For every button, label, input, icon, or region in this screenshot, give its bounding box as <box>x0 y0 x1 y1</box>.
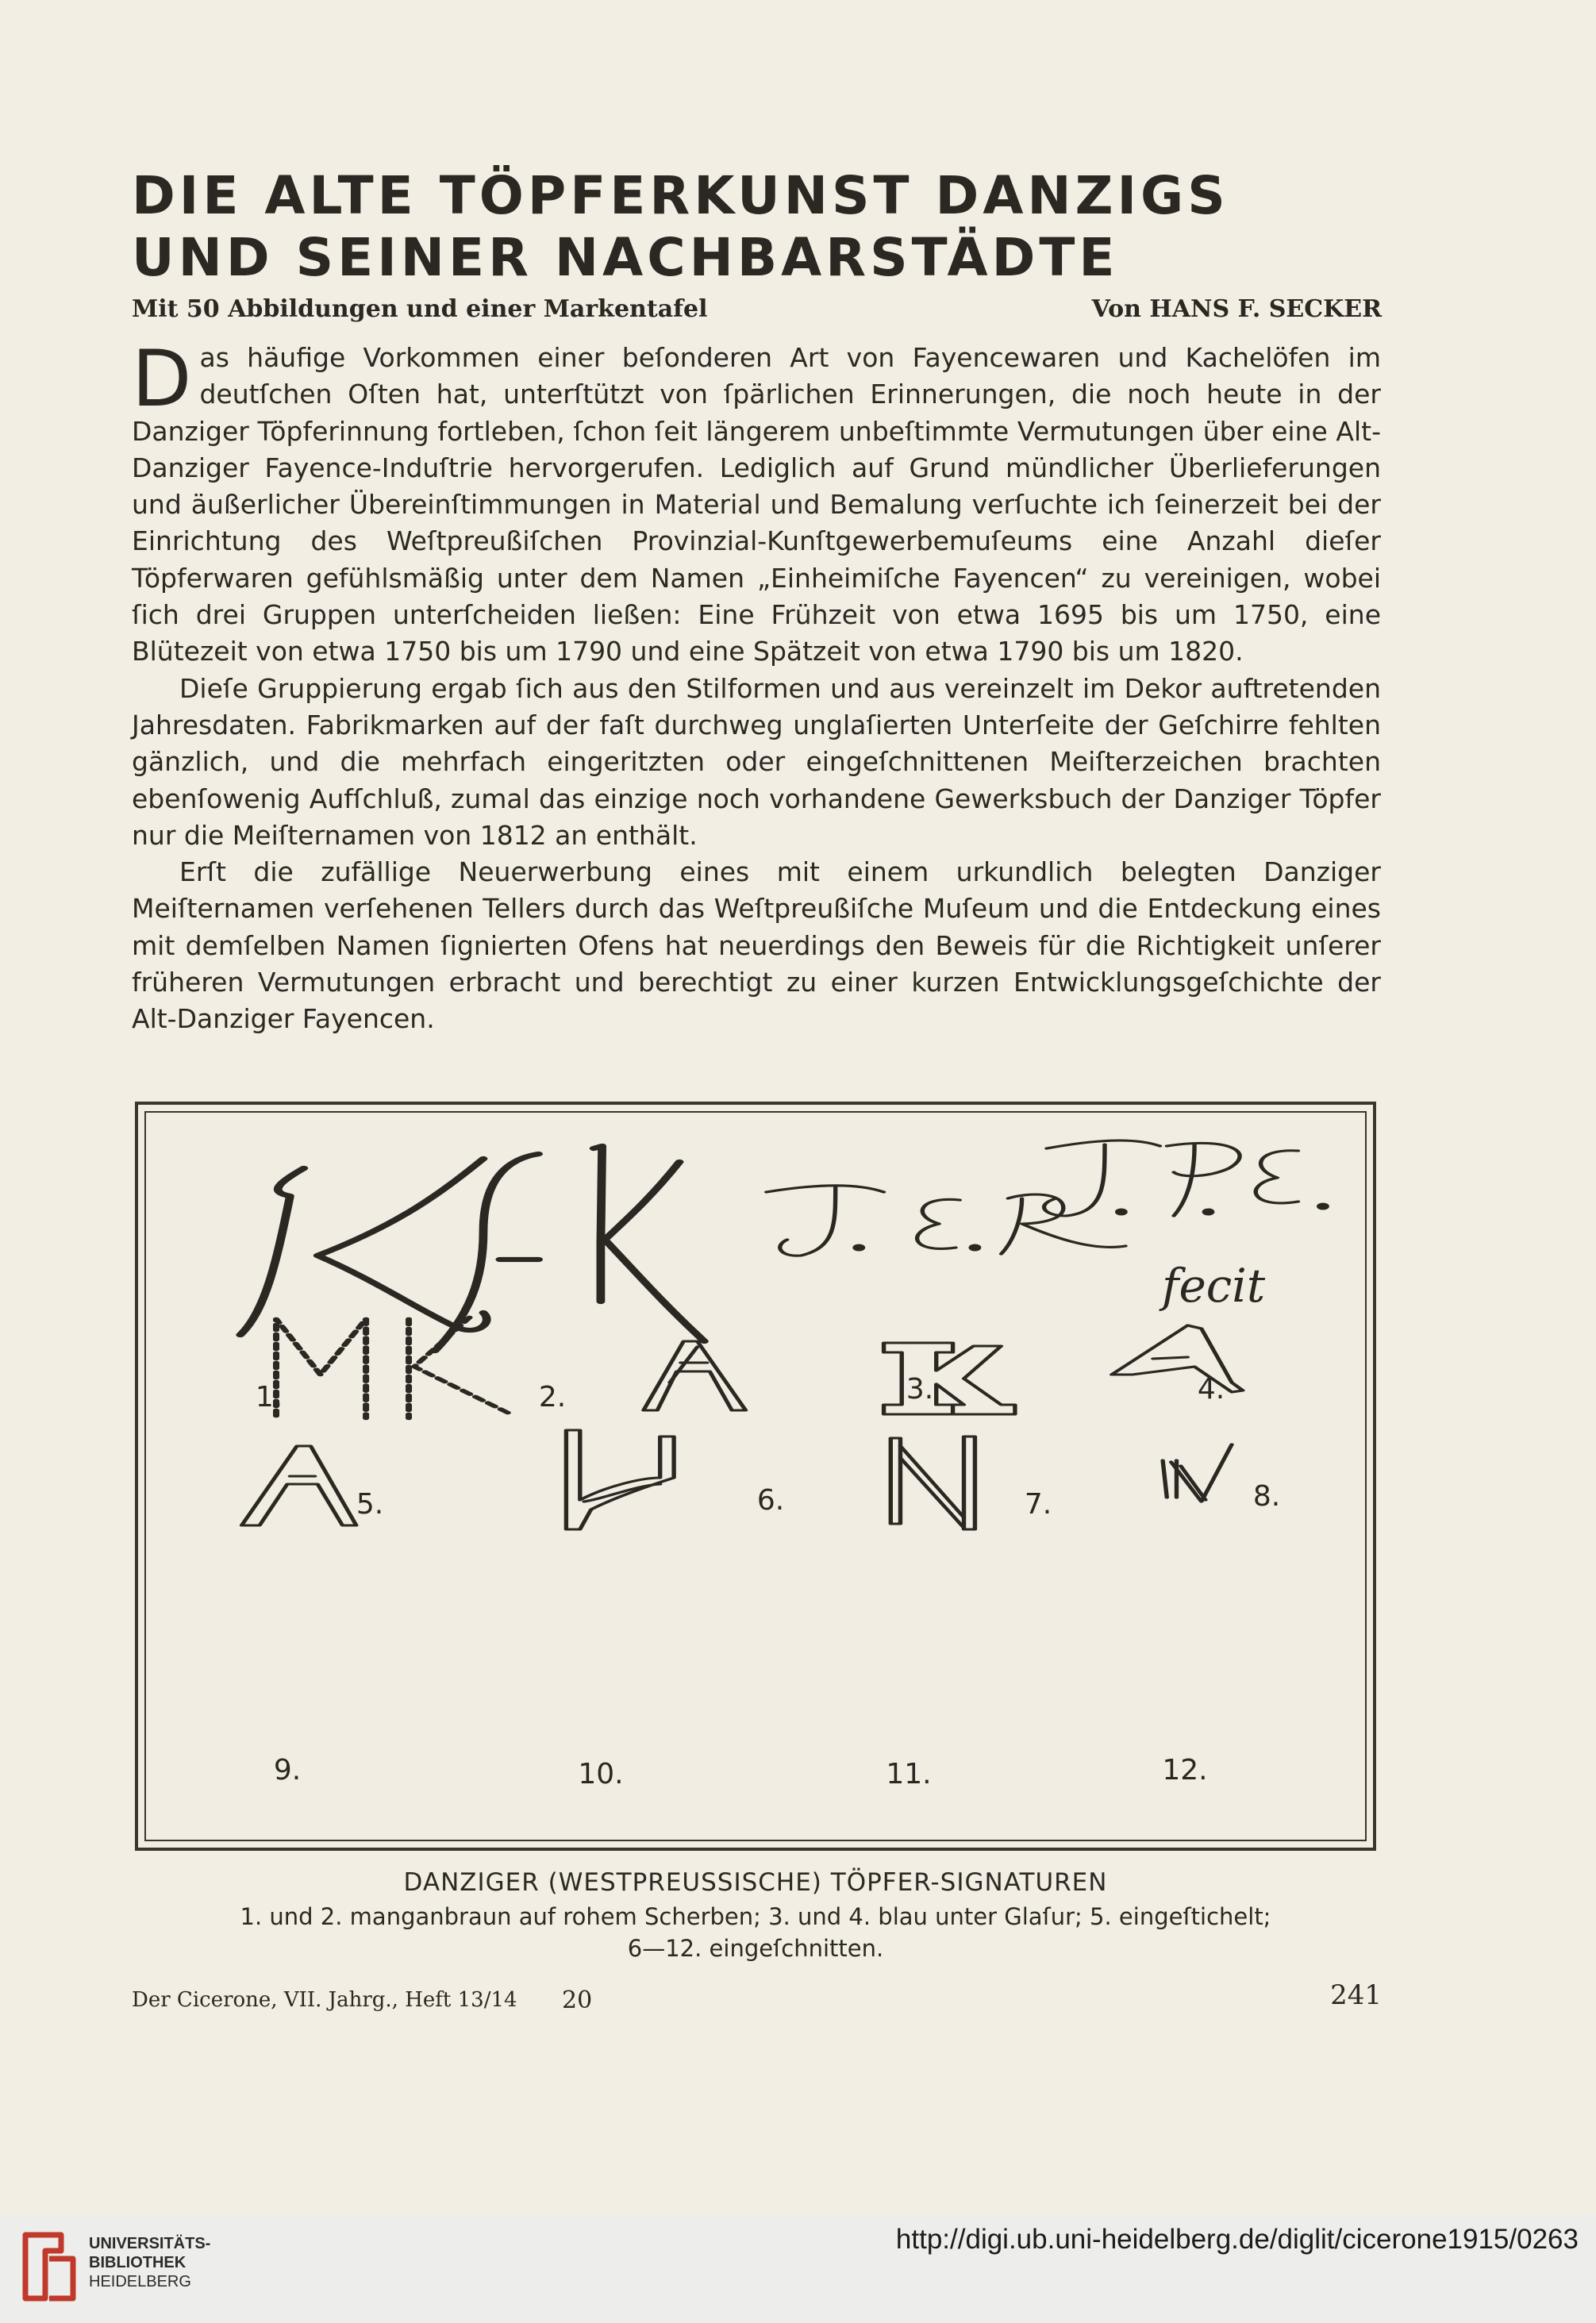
article-subtitle: Mit 50 Abbildungen und einer Markentafel <box>132 295 708 323</box>
mark-10-glyph <box>566 1430 674 1529</box>
mark-12-glyph <box>1163 1444 1232 1502</box>
paragraph-1 <box>132 334 1381 671</box>
mark-1-number: 1. <box>255 1381 283 1413</box>
signature-plate <box>135 1102 1376 1851</box>
figure-caption-title: DANZIGER (WESTPREUSSISCHE) TÖPFER-SIGNATUREN <box>403 1868 1108 1897</box>
mark-4-fecit: fecit <box>1162 1259 1266 1313</box>
mark-4-number: 4. <box>1197 1373 1225 1406</box>
mark-3-glyph <box>767 1186 1125 1256</box>
mark-5-number: 5. <box>356 1488 384 1521</box>
source-url-link[interactable]: http://digi.ub.uni-heidelberg.de/diglit/cicerone1915/0263 <box>895 2224 1579 2255</box>
mark-9-glyph <box>242 1446 356 1525</box>
signature-mark: 20 <box>562 1986 593 2014</box>
signature-glyphs <box>240 1140 1327 1529</box>
mark-2-glyph <box>435 1146 704 1351</box>
article-body <box>132 334 1381 1038</box>
article-author: Von HANS F. SECKER <box>1091 295 1382 323</box>
mark-12-number: 12. <box>1162 1754 1208 1786</box>
mark-6-number: 6. <box>756 1484 785 1517</box>
mark-2-number: 2. <box>538 1381 567 1413</box>
signature-plate-drawing <box>138 1105 1373 1848</box>
mark-6-glyph <box>644 1341 746 1410</box>
library-name-line1: UNIVERSITÄTS- <box>89 2235 211 2252</box>
journal-reference: Der Cicerone, VII. Jahrg., Heft 13/14 <box>132 1988 517 2012</box>
mark-7-glyph <box>884 1343 1015 1414</box>
mark-5-glyph <box>276 1317 511 1418</box>
mark-11-number: 11. <box>886 1758 932 1790</box>
mark-11-glyph <box>890 1436 975 1529</box>
library-name <box>89 2234 210 2291</box>
article-title-line1: DIE ALTE TÖPFERKUNST DANZIGS <box>132 165 1229 226</box>
paragraph-1-text: as häufige Vorkommen einer beſonderen Art von Fayencewaren und Kachelöfen im deutſchen Oſten hat, unterſtützt von ſpärlichen Erinnerungen, die noch heute in der Danziger Töpferinnung fortleben, ſchon ſeit längerem unbeſtimmte Vermutungen über eine Alt-Danziger Fayence-Induſtrie hervorgerufen. Lediglich auf Grund mündlicher Überlieferungen und äußerlicher Übereinſtimmungen in Material und Bemalung verſuchte ich ſeinerzeit bei der Einrichtung des Weſtpreußiſchen Provinzial-Kunſtgewerbemuſeums eine Anzahl dieſer Töpferwaren gefühlsmäßig unter dem Namen „Einheimiſche Fayencen“ zu vereinigen, wobei ſich drei Gruppen unterſcheiden ließen: Eine Frühzeit von etwa 1695 bis um 1750, eine Blütezeit von etwa 1750 bis um 1790 und eine Spätzeit von etwa 1790 bis um 1820. <box>132 342 1381 667</box>
mark-4-glyph <box>1044 1140 1328 1216</box>
paragraph-3: Erſt die zufällige Neuerwerbung eines mit einem urkundlich belegten Danziger Meiſternamen verſehenen Tellers durch das Weſtpreußiſche Muſeum und die Entdeckung eines mit demſelben Namen ſignierten Ofens hat neuerdings den Beweis für die Richtigkeit unſerer früheren Vermutungen erbracht und berechtigt zu einer kurzen Entwicklungsgeſchichte der Alt-Danziger Fayencen. <box>132 856 1381 1035</box>
paragraph-2: Dieſe Gruppierung ergab ſich aus den Stilformen und aus vereinzelt im Dekor auftretenden Jahresdaten. Fabrikmarken auf der faſt durchweg unglaſierten Unterſeite der Geſchirre fehlten gänzlich, und die mehrfach eingeritzten oder eingeſchnittenen Meiſterzeichen brachten ebenſowenig Aufſchluß, zumal das einzige noch vorhandene Gewerksbuch der Danziger Töpfer nur die Meiſternamen von 1812 an enthält. <box>132 672 1381 851</box>
figure-caption-line1: 1. und 2. manganbraun auf rohem Scherben; 3. und 4. blau unter Glaſur; 5. eingeſtichelt; <box>240 1903 1271 1930</box>
library-name-line2: BIBLIOTHEK <box>89 2254 187 2271</box>
library-name-line3: HEIDELBERG <box>89 2273 191 2290</box>
drop-cap: D <box>132 334 192 425</box>
university-library-logo-icon <box>17 2227 81 2306</box>
mark-8-number: 8. <box>1252 1480 1281 1513</box>
mark-3-number: 3. <box>906 1373 934 1406</box>
article-title-line2: UND SEINER NACHBARSTÄDTE <box>132 227 1119 288</box>
mark-7-number: 7. <box>1024 1488 1052 1521</box>
mark-1-glyph <box>240 1159 486 1335</box>
page-number: 241 <box>1330 1979 1382 2011</box>
mark-10-number: 10. <box>578 1758 624 1790</box>
figure-caption-line2: 6—12. eingeſchnitten. <box>627 1935 884 1962</box>
mark-9-number: 9. <box>273 1754 302 1786</box>
